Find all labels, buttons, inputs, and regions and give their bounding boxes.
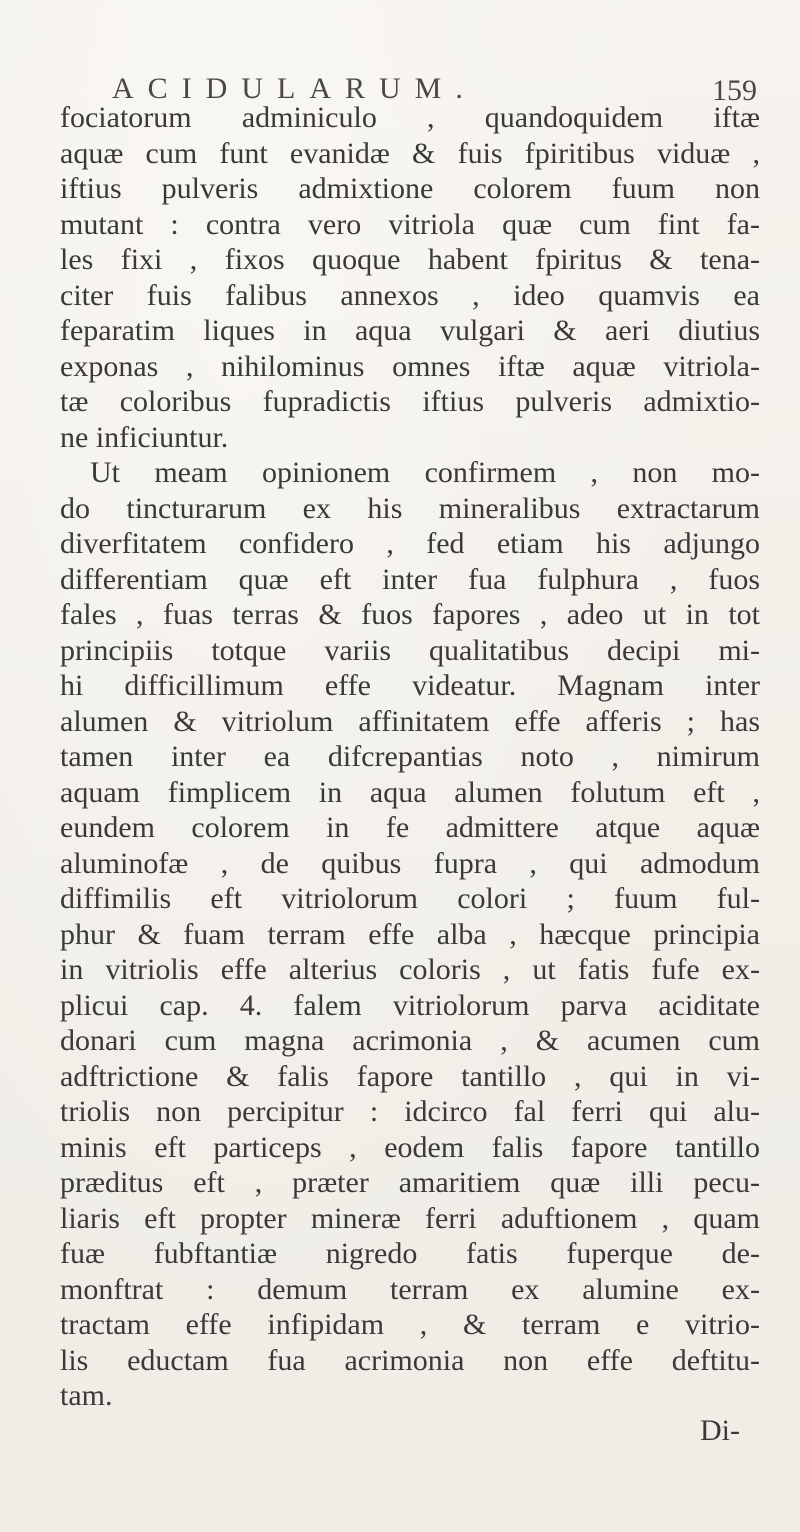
text-line: ne inficiuntur. [60,420,229,454]
page-number: 159 [712,74,757,107]
text-line: tæ coloribus fupradictis iftius pulveris admixtio- [60,385,760,418]
running-title: ACIDULARUM. [112,72,477,105]
text-line: exponas , nihilominus omnes iftæ aquæ vitriola- [60,349,760,383]
text-line: do tincturarum ex his mineralibus extractarum [60,491,760,525]
text-line: diffimilis eft vitriolorum colori ; fuum ful- [60,882,760,915]
text-line: adftrictione & falis fapore tantillo , qui in vi- [60,1059,760,1093]
text-line: citer fuis falibus annexos , ideo quamvis ea [60,278,760,312]
text-line: donari cum magna acrimonia , & acumen cum [60,1024,760,1057]
text-line: phur & fuam terram effe alba , hæcque principia [60,917,760,951]
text-line: tam. [60,1379,113,1412]
text-line: fociatorum adminiculo , quandoquidem iftæ [60,101,760,134]
text-line: differentiam quæ eft inter fua fulphura , fuos [60,562,760,596]
body-text [60,100,760,1414]
text-line: aquæ cum funt evanidæ & fuis fpiritibus viduæ , [60,136,760,170]
text-line: tractam effe infipidam , & terram e vitrio- [60,1308,760,1341]
text-line: liaris eft propter mineræ ferri aduftionem , quam [60,1201,760,1235]
catchword: Di- [700,1414,740,1447]
text-line: diverfitatem confidero , fed etiam his adjungo [60,527,760,560]
text-line: les fixi , fixos quoque habent fpiritus & tena- [60,243,760,276]
text-line: feparatim liques in aqua vulgari & aeri diutius [60,314,760,347]
text-line: principiis totque variis qualitatibus decipi mi- [60,633,760,667]
text-line: mutant : contra vero vitriola quæ cum fint fa- [60,207,760,241]
text-line: tamen inter ea difcrepantias noto , nimirum [60,740,760,773]
text-line: aquam fimplicem in aqua alumen folutum eft , [60,775,760,809]
text-line: plicui cap. 4. falem vitriolorum parva aciditate [60,988,760,1022]
text-line: fales , fuas terras & fuos fapores , adeo ut in tot [60,598,760,631]
text-line: hi difficillimum effe videatur. Magnam inter [60,669,760,702]
text-line: monftrat : demum terram ex alumine ex- [60,1272,760,1306]
text-line: præditus eft , præter amaritiem quæ illi pecu- [60,1166,760,1199]
text-line: in vitriolis effe alterius coloris , ut fatis fufe ex- [60,953,760,986]
paragraph-start-line: Ut meam opinionem confirmem , non mo- [90,456,760,489]
text-line: triolis non percipitur : idcirco fal ferri qui alu- [60,1095,760,1128]
text-line: eundem colorem in fe admittere atque aquæ [60,811,760,844]
text-line: iftius pulveris admixtione colorem fuum non [60,172,760,205]
text-line: alumen & vitriolum affinitatem effe afferis ; has [60,704,760,738]
text-line: fuæ fubftantiæ nigredo fatis fuperque de- [60,1237,760,1270]
text-line: lis eductam fua acrimonia non effe deftitu- [60,1343,760,1377]
text-line: minis eft particeps , eodem falis fapore tantillo [60,1130,760,1164]
text-line: aluminofæ , de quibus fupra , qui admodum [60,846,760,880]
